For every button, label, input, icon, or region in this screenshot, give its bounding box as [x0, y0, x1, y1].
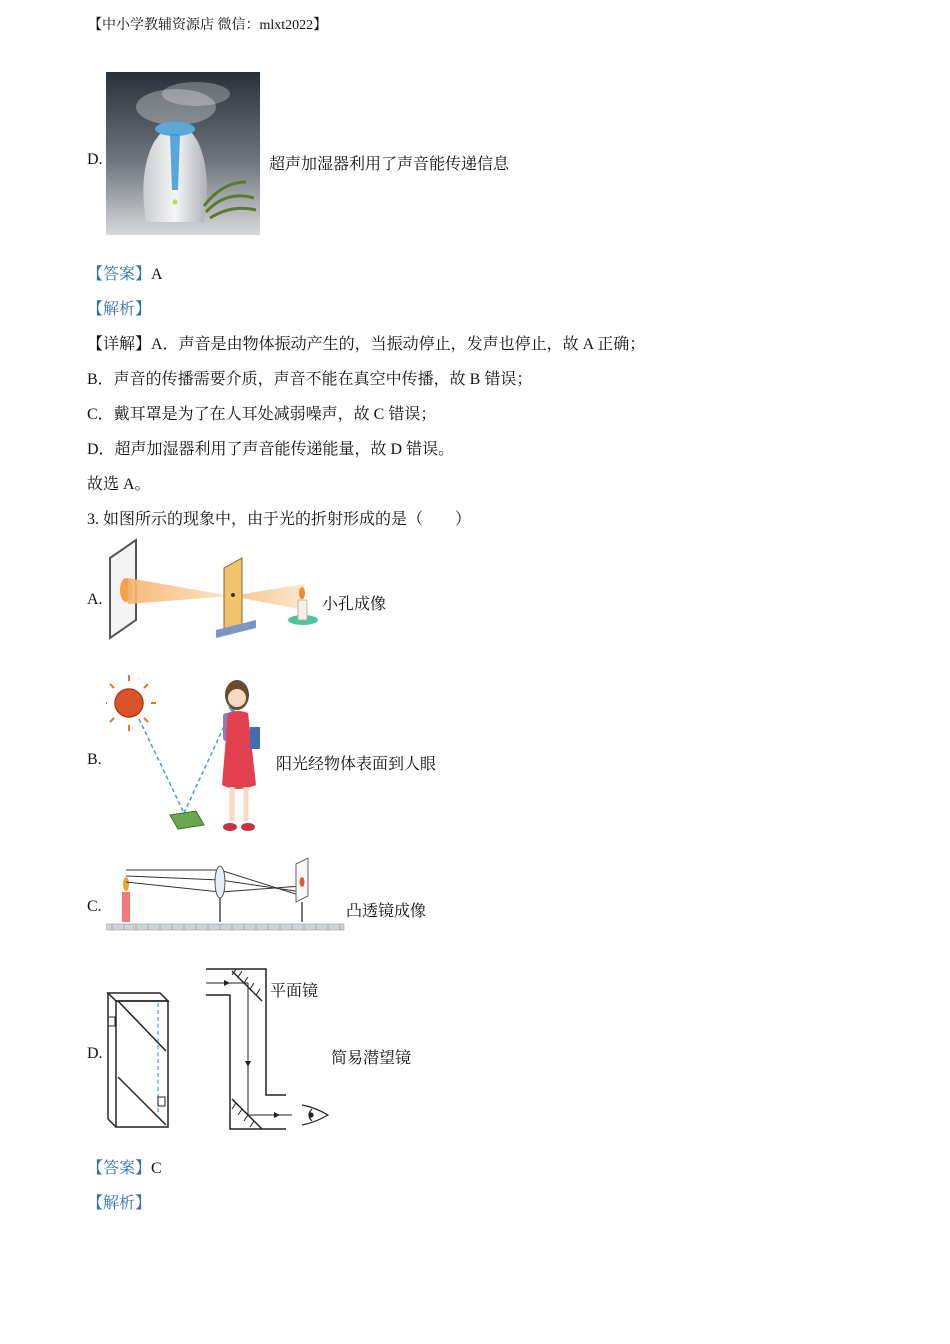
sun-icon — [106, 675, 156, 731]
q2-detail-line-1 — [87, 331, 645, 354]
humidifier-image — [106, 72, 260, 235]
q3-option-b-letter: B. — [87, 751, 102, 768]
q2-analysis-tag: 【解析】 — [87, 301, 152, 318]
q3-option-d-letter: D. — [87, 1045, 103, 1062]
q3-answer — [87, 1155, 162, 1178]
q3-option-d-caption: 简易潜望镜 — [331, 1050, 412, 1067]
q3-stem: 3. 如图所示的现象中，由于光的折射形成的是（ ） — [87, 511, 472, 528]
q3-option-b-caption: 阳光经物体表面到人眼 — [276, 756, 437, 773]
q2-option-d-letter: D. — [87, 151, 103, 168]
q2-detail-line-5: 故选 A。 — [87, 476, 151, 493]
detail-tag: 【详解】 — [87, 336, 152, 353]
answer-value: A — [151, 266, 163, 283]
q2-answer — [87, 261, 163, 284]
q3-option-a-letter: A. — [87, 591, 103, 608]
detail-text: A．声音是由物体振动产生的，当振动停止，发声也停止，故 A 正确； — [151, 336, 646, 353]
q2-detail-line-4: D．超声加湿器利用了声音能传递能量，故 D 错误。 — [87, 441, 455, 458]
q3-analysis-tag: 【解析】 — [87, 1195, 152, 1212]
q3-option-c-caption: 凸透镜成像 — [346, 903, 427, 920]
q3-option-c-letter: C. — [87, 898, 102, 915]
convex-lens-figure — [106, 856, 346, 934]
answer-tag: 【答案】 — [87, 266, 152, 283]
pinhole-imaging-figure — [106, 538, 321, 642]
girl-figure — [222, 680, 260, 831]
eye-icon — [302, 1105, 328, 1125]
q2-option-d-caption: 超声加湿器利用了声音能传递信息 — [269, 156, 510, 173]
periscope-mirror-label: 平面镜 — [270, 983, 319, 1000]
answer-value: C — [151, 1160, 162, 1177]
page-header: 【中小学教辅资源店 微信：mlxt2022】 — [88, 18, 328, 33]
answer-tag: 【答案】 — [87, 1160, 152, 1177]
q3-option-a-caption: 小孔成像 — [322, 596, 387, 613]
sunlight-reflection-figure — [106, 673, 276, 838]
q2-detail-line-2: B．声音的传播需要介质，声音不能在真空中传播，故 B 错误； — [87, 371, 533, 388]
q2-detail-line-3: C．戴耳罩是为了在人耳处减弱噪声，故 C 错误； — [87, 406, 437, 423]
